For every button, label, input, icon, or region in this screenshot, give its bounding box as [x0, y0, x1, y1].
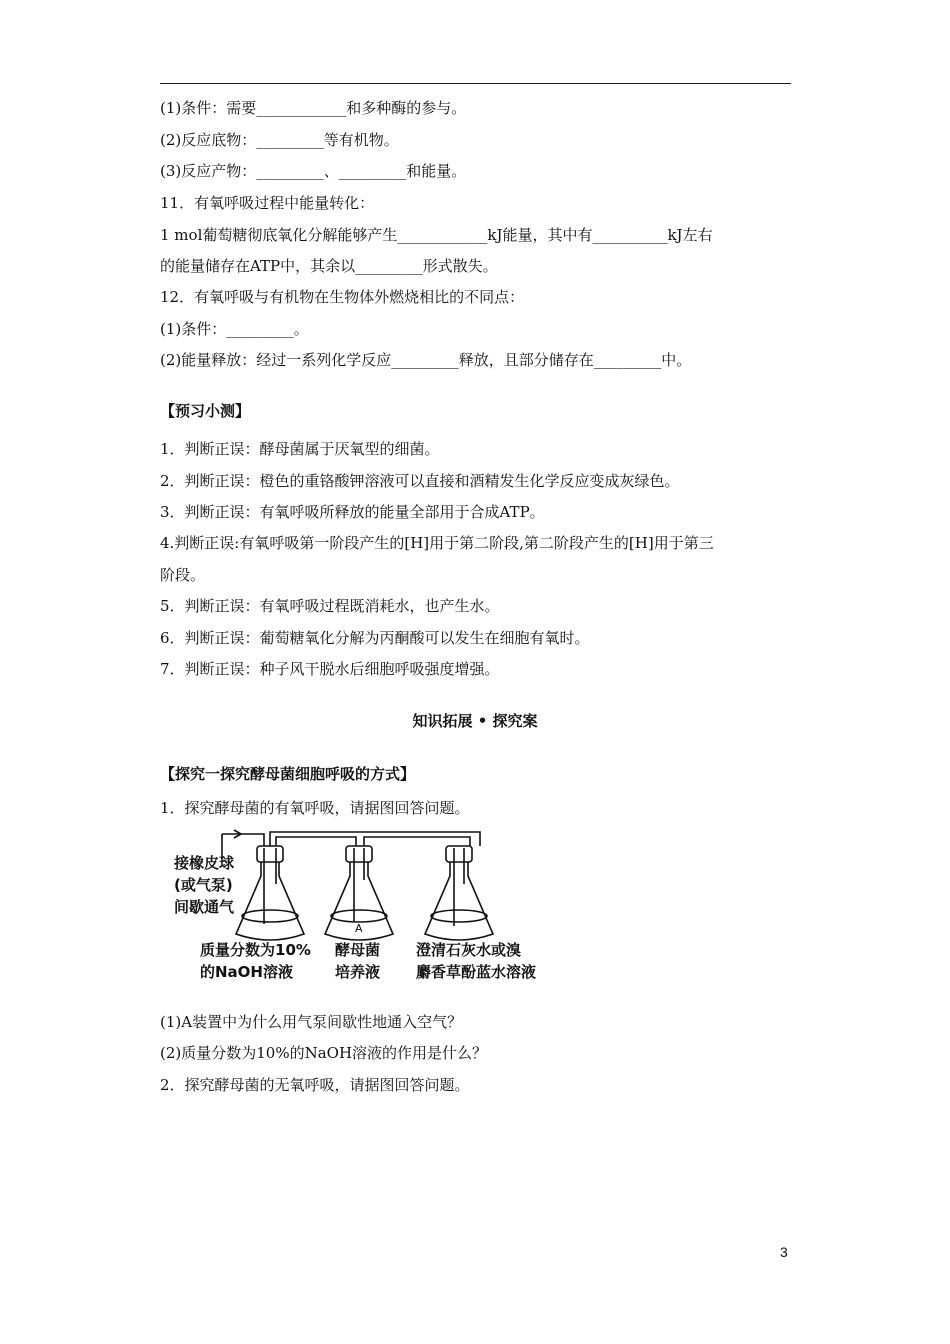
- explore-question-1: 1．探究酵母菌的有氧呼吸，请据图回答问题。: [160, 799, 470, 817]
- explore-question-2: 2．探究酵母菌的无氧呼吸，请据图回答问题。: [160, 1076, 470, 1094]
- figure-label-naoh-1: 质量分数为10%: [200, 941, 311, 959]
- preview-item: 6．判断正误：葡萄糖氧化分解为丙酮酸可以发生在细胞有氧时。: [160, 629, 590, 647]
- preview-heading: 【预习小测】: [160, 402, 251, 420]
- preview-item-cont: 阶段。: [160, 566, 206, 584]
- text-line-products: (3)反应产物：_________、_________和能量。: [160, 162, 467, 180]
- page-number: 3: [780, 1244, 788, 1260]
- text-line-substrate: (2)反应底物：_________等有机物。: [160, 131, 399, 149]
- figure-label-pump-3: 间歇通气: [174, 898, 235, 916]
- text-line-condition-2: (1)条件：_________。: [160, 320, 309, 338]
- text-line-energy: 1 mol葡萄糖彻底氧化分解能够产生____________kJ能量，其中有__________kJ左右: [160, 226, 713, 244]
- preview-item: 1．判断正误：酵母菌属于厌氧型的细菌。: [160, 440, 440, 458]
- section-title: 知识拓展 • 探究案: [412, 712, 538, 730]
- figure-label-limewater-1: 澄清石灰水或溴: [416, 941, 522, 959]
- text-line-condition: (1)条件：需要____________和多种酶的参与。: [160, 99, 467, 117]
- experiment-apparatus-figure: [160, 824, 560, 986]
- preview-item: 7．判断正误：种子风干脱水后细胞呼吸强度增强。: [160, 660, 500, 678]
- text-line-release: (2)能量释放：经过一系列化学反应_________释放，且部分储存在_________中。: [160, 351, 692, 369]
- figure-label-pump-1: 接橡皮球: [174, 854, 235, 872]
- preview-item: 4.判断正误:有氧呼吸第一阶段产生的[H]用于第二阶段,第二阶段产生的[H]用于第三: [160, 534, 714, 552]
- figure-label-yeast-2: 培养液: [335, 963, 381, 981]
- figure-label-flask-a: A: [355, 922, 363, 935]
- explore-subquestion-2: (2)质量分数为10%的NaOH溶液的作用是什么？: [160, 1044, 488, 1062]
- figure-label-limewater-2: 麝香草酚蓝水溶液: [416, 963, 537, 981]
- question-12: 12．有氧呼吸与有机物在生物体外燃烧相比的不同点：: [160, 288, 525, 306]
- preview-item: 2．判断正误：橙色的重铬酸钾溶液可以直接和酒精发生化学反应变成灰绿色。: [160, 472, 680, 490]
- header-rule: [160, 83, 791, 84]
- explore-heading: 【探究一探究酵母菌细胞呼吸的方式】: [160, 765, 416, 783]
- text-line-energy-cont: 的能量储存在ATP中，其余以_________形式散失。: [160, 257, 498, 275]
- preview-item: 5．判断正误：有氧呼吸过程既消耗水，也产生水。: [160, 597, 500, 615]
- figure-label-naoh-2: 的NaOH溶液: [200, 963, 293, 981]
- figure-label-yeast-1: 酵母菌: [335, 941, 381, 959]
- explore-subquestion-1: (1)A装置中为什么用气泵间歇性地通入空气？: [160, 1013, 463, 1031]
- figure-label-pump-2: (或气泵): [174, 876, 233, 894]
- question-11: 11．有氧呼吸过程中能量转化：: [160, 194, 375, 212]
- preview-item: 3．判断正误：有氧呼吸所释放的能量全部用于合成ATP。: [160, 503, 545, 521]
